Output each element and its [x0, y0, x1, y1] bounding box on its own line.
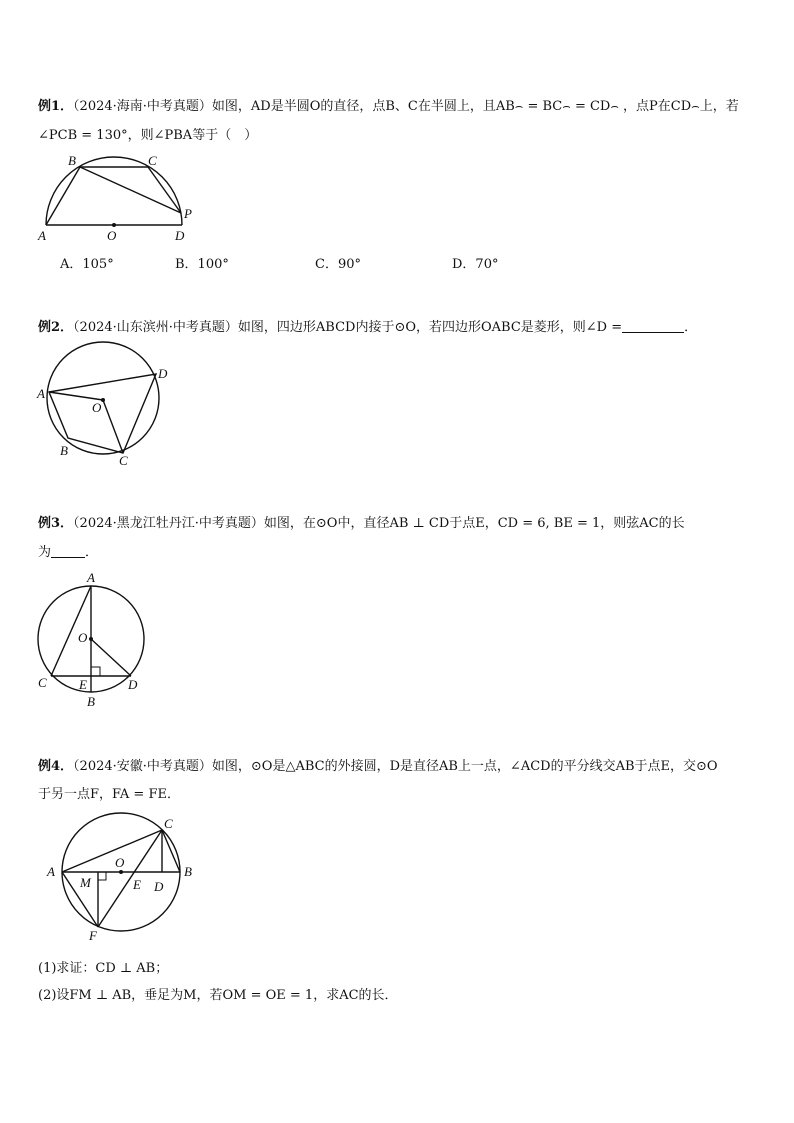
ex4-right-angle-mark	[98, 872, 106, 880]
ex3-label-d: D	[128, 677, 138, 692]
ex2-text-end: ．	[684, 320, 698, 335]
ex2-figure	[30, 340, 180, 470]
ex3-label-a: A	[87, 570, 95, 585]
ex4-label-o: O	[115, 855, 125, 870]
ex2-label-c: C	[119, 453, 128, 468]
ex3-label-e: E	[79, 677, 87, 692]
ex3-label: 例3．	[38, 516, 74, 531]
ex1-label-d: D	[175, 228, 185, 243]
ex3-answer-blank[interactable]	[51, 545, 85, 558]
ex3-text1: （2024·黑龙江牡丹江·中考真题）如图，在⊙O中，直径AB ⊥ CD于点E，CD = 6, BE = 1，则弦AC的长	[73, 516, 685, 531]
ex3-figure	[30, 568, 160, 713]
ex1-center-dot	[112, 223, 116, 227]
ex2-label-d: D	[158, 366, 168, 381]
ex2-line1	[38, 319, 697, 337]
ex1-segment-ab	[46, 167, 80, 225]
ex1-label-a: A	[38, 228, 46, 243]
ex1-label: 例1．	[38, 99, 74, 114]
ex4-label-c: C	[164, 816, 173, 831]
ex3-label-o: O	[78, 630, 88, 645]
ex2-text: （2024·山东滨州·中考真题）如图，四边形ABCD内接于⊙O，若四边形OABC是菱形，则∠D =	[73, 320, 623, 335]
ex4-question-1: (1)求证：CD ⊥ AB；	[38, 961, 169, 976]
ex2-segment-oc	[103, 400, 123, 453]
ex4-label-f: F	[89, 928, 97, 943]
ex2-quadrilateral-abcd	[49, 374, 156, 453]
ex1-text1: （2024·海南·中考真题）如图，AD是半圆O的直径，点B、C在半圆上，且AB⌢ = BC⌢ = CD⌢ ，点P在CD⌢上，若	[73, 99, 739, 114]
ex3-text2-end: ．	[85, 545, 99, 560]
ex4-line1	[38, 758, 718, 776]
ex1-option-a[interactable]: A．105°	[60, 257, 114, 272]
ex4-label-e: E	[133, 877, 141, 892]
ex1-figure	[30, 150, 200, 245]
ex1-option-d[interactable]: D．70°	[452, 257, 499, 272]
ex4-bisector-cf	[98, 830, 162, 927]
ex2-center-dot	[101, 398, 105, 402]
ex4-label-d: D	[154, 879, 164, 894]
ex4-chord-bc	[162, 830, 180, 872]
ex1-label-p: P	[184, 206, 192, 221]
ex2-label-a: A	[37, 386, 45, 401]
ex2-label: 例2．	[38, 320, 74, 335]
ex1-label-c: C	[148, 153, 157, 168]
ex3-label-c: C	[38, 675, 47, 690]
ex3-text2: 为	[38, 545, 52, 560]
ex3-line2	[38, 544, 98, 562]
ex1-label-b: B	[68, 153, 76, 168]
ex4-label: 例4．	[38, 759, 74, 774]
ex3-right-angle-mark	[91, 667, 100, 676]
ex4-center-dot	[119, 870, 123, 874]
ex4-label-m: M	[80, 875, 91, 890]
ex3-line1	[38, 515, 685, 533]
ex1-label-o: O	[107, 228, 117, 243]
ex1-option-b[interactable]: B．100°	[175, 257, 229, 272]
ex4-label-a: A	[47, 864, 55, 879]
ex1-line2: ∠PCB = 130°，则∠PBA等于（ ）	[38, 128, 258, 143]
ex1-segment-bp	[80, 167, 181, 213]
ex4-figure	[35, 810, 205, 945]
ex4-line2: 于另一点F，FA = FE．	[38, 787, 180, 802]
ex2-label-o: O	[92, 400, 102, 415]
ex4-chord-ac	[62, 830, 162, 872]
ex1-option-c[interactable]: C．90°	[315, 257, 361, 272]
ex2-answer-blank[interactable]	[622, 320, 684, 333]
ex2-label-b: B	[60, 443, 68, 458]
ex4-question-2: (2)设FM ⊥ AB，垂足为M，若OM = OE = 1，求AC的长．	[38, 988, 398, 1003]
ex2-segment-oa	[49, 392, 103, 400]
ex3-segment-od	[91, 639, 131, 676]
ex3-center-dot	[89, 637, 93, 641]
ex1-line1	[38, 98, 739, 116]
ex4-text1: （2024·安徽·中考真题）如图，⊙O是△ABC的外接圆，D是直径AB上一点，∠ACD的平分线交AB于点E，交⊙O	[73, 759, 718, 774]
ex3-label-b: B	[87, 694, 95, 709]
ex4-label-b: B	[184, 864, 192, 879]
